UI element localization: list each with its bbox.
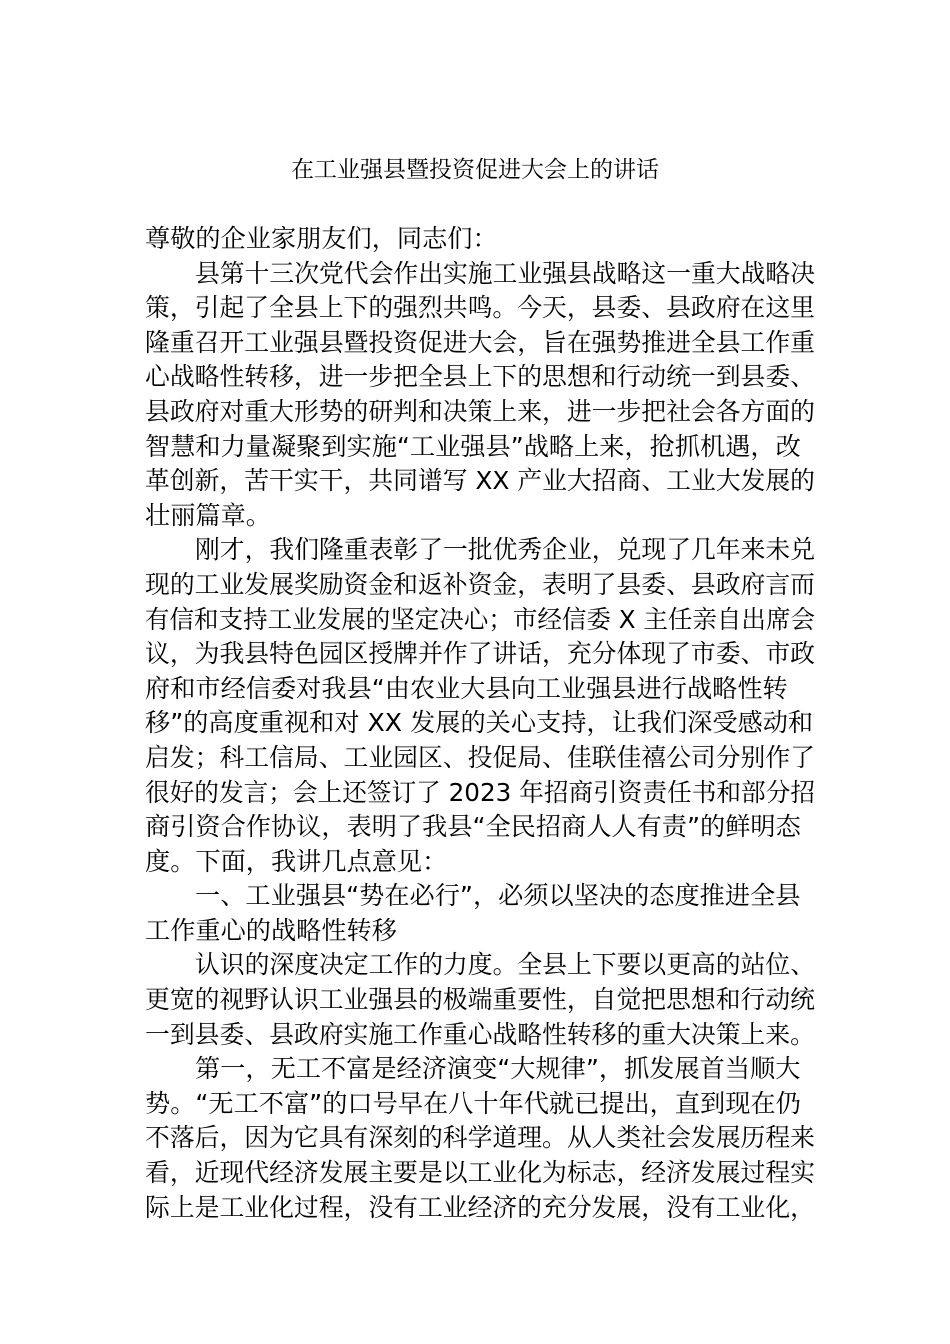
text-line: 一、工业强县“势在必行”，必须以坚决的态度推进全县 bbox=[195, 881, 801, 911]
text-line: 心战略性转移，进一步把全县上下的思想和行动统一到县委、 bbox=[145, 362, 815, 392]
text-line: 县政府对重大形势的研判和决策上来，进一步把社会各方面的 bbox=[145, 396, 815, 426]
text-line: 隆重召开工业强县暨投资促进大会，旨在强势推进全县工作重 bbox=[145, 327, 815, 357]
text-line: 移”的高度重视和对 XX 发展的关心支持，让我们深受感动和 bbox=[145, 708, 814, 738]
text-line: 很好的发言；会上还签订了 2023 年招商引资责任书和部分招 bbox=[145, 777, 815, 807]
text-line: 不落后，因为它具有深刻的科学道理。从人类社会发展历程来 bbox=[145, 1123, 815, 1153]
text-line: 商引资合作协议，表明了我县“全民招商人人有责”的鲜明态 bbox=[145, 812, 801, 842]
text-line: 策，引起了全县上下的强烈共鸣。今天，县委、县政府在这里 bbox=[145, 293, 815, 323]
text-line: 刚才，我们隆重表彰了一批优秀企业，兑现了几年来未兑 bbox=[195, 535, 815, 565]
text-line: 一到县委、县政府实施工作重心战略性转移的重大决策上来。 bbox=[145, 1019, 815, 1049]
text-line: 革创新，苦干实干，共同谱写 XX 产业大招商、工业大发展的 bbox=[145, 466, 815, 496]
text-line: 认识的深度决定工作的力度。全县上下要以更高的站位、 bbox=[195, 950, 815, 980]
text-line: 智慧和力量凝聚到实施“工业强县”战略上来，抢抓机遇，改 bbox=[145, 431, 801, 461]
text-line: 壮丽篇章。 bbox=[145, 500, 271, 530]
text-line: 工作重心的战略性转移 bbox=[145, 915, 397, 945]
text-line: 现的工业发展奖励资金和返补资金，表明了县委、县政府言而 bbox=[145, 569, 815, 599]
text-line: 县第十三次党代会作出实施工业强县战略这一重大战略决 bbox=[195, 258, 815, 288]
text-line: 议，为我县特色园区授牌并作了讲话，充分体现了市委、市政 bbox=[145, 639, 815, 669]
text-line: 启发；科工信局、工业园区、投促局、佳联佳禧公司分别作了 bbox=[145, 742, 815, 772]
text-line: 第一，无工不富是经济演变“大规律”，抓发展首当顺大 bbox=[195, 1054, 801, 1084]
text-line: 府和市经信委对我县“由农业大县向工业强县进行战略性转 bbox=[145, 673, 788, 703]
document-title: 在工业强县暨投资促进大会上的讲话 bbox=[291, 157, 659, 183]
text-line: 有信和支持工业发展的坚定决心；市经信委 X 主任亲自出席会 bbox=[145, 604, 815, 634]
text-line: 看，近现代经济发展主要是以工业化为标志，经济发展过程实 bbox=[145, 1158, 815, 1188]
text-line: 更宽的视野认识工业强县的极端重要性，自觉把思想和行动统 bbox=[145, 985, 815, 1015]
document-body bbox=[145, 222, 815, 1225]
text-line: 际上是工业化过程，没有工业经济的充分发展，没有工业化， bbox=[145, 1192, 815, 1222]
text-line: 尊敬的企业家朋友们，同志们： bbox=[145, 224, 498, 253]
text-line: 度。下面，我讲几点意见： bbox=[145, 846, 448, 876]
text-line: 势。“无工不富”的口号早在八十年代就已提出，直到现在仍 bbox=[145, 1088, 801, 1118]
